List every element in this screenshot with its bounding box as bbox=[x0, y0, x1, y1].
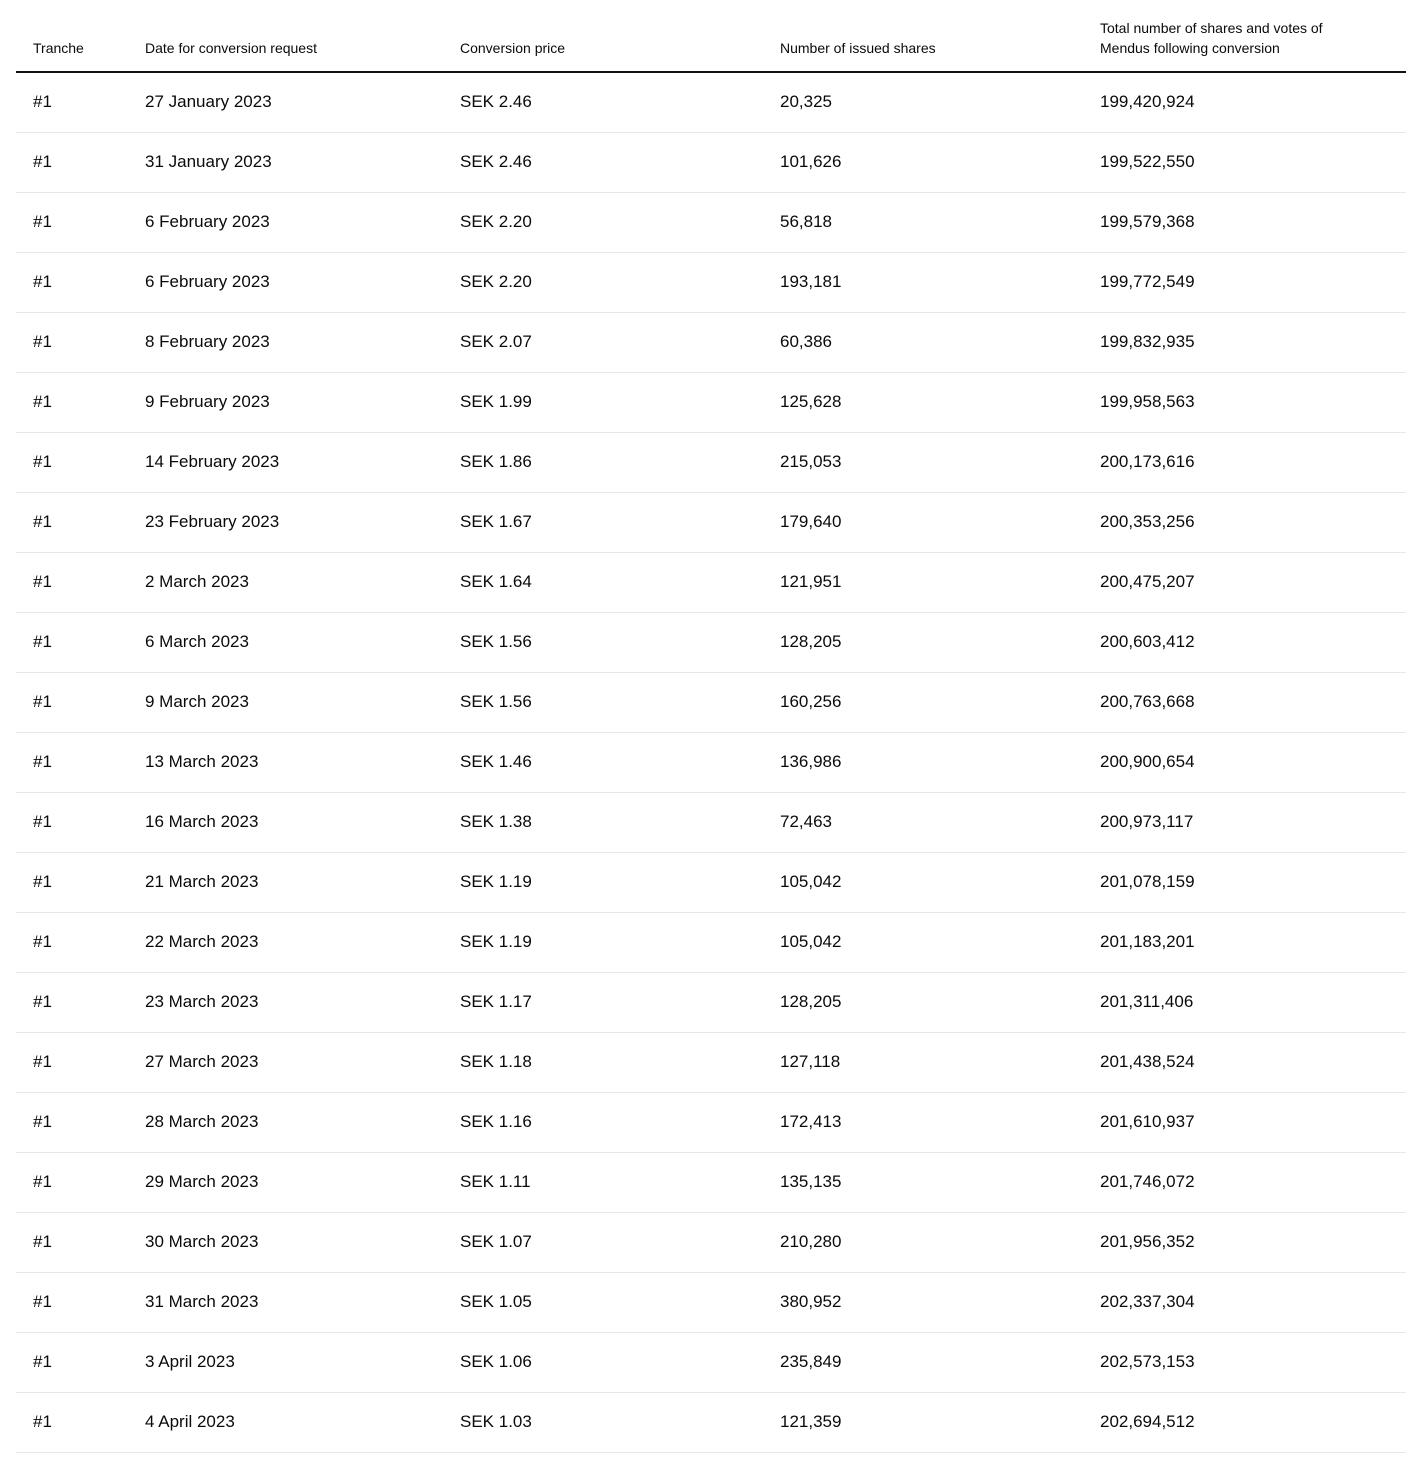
table-row bbox=[16, 852, 1406, 912]
cell-total: 201,311,406 bbox=[1083, 972, 1406, 1032]
cell-price: SEK 2.20 bbox=[443, 192, 763, 252]
table-row bbox=[16, 732, 1406, 792]
cell-tranche: #1 bbox=[16, 432, 128, 492]
cell-date: 9 March 2023 bbox=[128, 672, 443, 732]
table-row bbox=[16, 612, 1406, 672]
cell-tranche: #1 bbox=[16, 1212, 128, 1272]
cell-date: 9 February 2023 bbox=[128, 372, 443, 432]
cell-shares: 72,463 bbox=[763, 792, 1083, 852]
table-row bbox=[16, 1392, 1406, 1452]
table-row bbox=[16, 432, 1406, 492]
table-row bbox=[16, 72, 1406, 132]
cell-price: SEK 1.19 bbox=[443, 852, 763, 912]
column-header-label: Number of issued shares bbox=[780, 40, 936, 56]
column-header-total bbox=[1083, 0, 1406, 72]
table-row bbox=[16, 1092, 1406, 1152]
cell-tranche: #1 bbox=[16, 252, 128, 312]
column-header-date bbox=[128, 0, 443, 72]
cell-total: 202,337,304 bbox=[1083, 1272, 1406, 1332]
cell-tranche: #1 bbox=[16, 552, 128, 612]
table-row bbox=[16, 912, 1406, 972]
table-row bbox=[16, 1152, 1406, 1212]
cell-shares: 179,640 bbox=[763, 492, 1083, 552]
cell-date: 27 January 2023 bbox=[128, 72, 443, 132]
cell-tranche: #1 bbox=[16, 972, 128, 1032]
cell-shares: 105,042 bbox=[763, 852, 1083, 912]
column-header-label: Date for conversion request bbox=[145, 40, 317, 56]
cell-date: 23 March 2023 bbox=[128, 972, 443, 1032]
table-row bbox=[16, 192, 1406, 252]
cell-date: 27 March 2023 bbox=[128, 1032, 443, 1092]
cell-shares: 125,628 bbox=[763, 372, 1083, 432]
cell-total: 201,183,201 bbox=[1083, 912, 1406, 972]
cell-shares: 20,325 bbox=[763, 72, 1083, 132]
cell-shares: 135,135 bbox=[763, 1152, 1083, 1212]
cell-date: 30 March 2023 bbox=[128, 1212, 443, 1272]
table-body bbox=[16, 72, 1406, 1452]
cell-date: 6 February 2023 bbox=[128, 192, 443, 252]
table-header bbox=[16, 0, 1406, 72]
cell-price: SEK 1.67 bbox=[443, 492, 763, 552]
cell-total: 200,475,207 bbox=[1083, 552, 1406, 612]
cell-shares: 105,042 bbox=[763, 912, 1083, 972]
cell-date: 4 April 2023 bbox=[128, 1392, 443, 1452]
cell-date: 13 March 2023 bbox=[128, 732, 443, 792]
cell-total: 199,522,550 bbox=[1083, 132, 1406, 192]
cell-date: 6 March 2023 bbox=[128, 612, 443, 672]
cell-total: 200,900,654 bbox=[1083, 732, 1406, 792]
cell-tranche: #1 bbox=[16, 1032, 128, 1092]
column-header-label: Conversion price bbox=[460, 40, 566, 56]
cell-total: 201,610,937 bbox=[1083, 1092, 1406, 1152]
cell-total: 200,973,117 bbox=[1083, 792, 1406, 852]
cell-shares: 101,626 bbox=[763, 132, 1083, 192]
column-header-price bbox=[443, 0, 763, 72]
cell-total: 199,832,935 bbox=[1083, 312, 1406, 372]
cell-shares: 128,205 bbox=[763, 612, 1083, 672]
cell-shares: 193,181 bbox=[763, 252, 1083, 312]
cell-tranche: #1 bbox=[16, 492, 128, 552]
cell-total: 200,763,668 bbox=[1083, 672, 1406, 732]
cell-date: 22 March 2023 bbox=[128, 912, 443, 972]
cell-price: SEK 1.56 bbox=[443, 672, 763, 732]
cell-price: SEK 1.16 bbox=[443, 1092, 763, 1152]
cell-total: 200,603,412 bbox=[1083, 612, 1406, 672]
cell-price: SEK 2.07 bbox=[443, 312, 763, 372]
cell-date: 14 February 2023 bbox=[128, 432, 443, 492]
conversion-table bbox=[16, 0, 1406, 1453]
cell-tranche: #1 bbox=[16, 612, 128, 672]
cell-date: 16 March 2023 bbox=[128, 792, 443, 852]
cell-price: SEK 1.05 bbox=[443, 1272, 763, 1332]
column-header-tranche bbox=[16, 0, 128, 72]
table-row bbox=[16, 1332, 1406, 1392]
cell-total: 201,078,159 bbox=[1083, 852, 1406, 912]
cell-price: SEK 1.17 bbox=[443, 972, 763, 1032]
cell-price: SEK 1.64 bbox=[443, 552, 763, 612]
table-row bbox=[16, 552, 1406, 612]
cell-tranche: #1 bbox=[16, 1152, 128, 1212]
cell-price: SEK 2.46 bbox=[443, 132, 763, 192]
cell-shares: 160,256 bbox=[763, 672, 1083, 732]
table-row bbox=[16, 132, 1406, 192]
cell-total: 199,958,563 bbox=[1083, 372, 1406, 432]
cell-shares: 127,118 bbox=[763, 1032, 1083, 1092]
cell-price: SEK 2.46 bbox=[443, 72, 763, 132]
cell-shares: 210,280 bbox=[763, 1212, 1083, 1272]
cell-shares: 121,951 bbox=[763, 552, 1083, 612]
cell-tranche: #1 bbox=[16, 1392, 128, 1452]
cell-total: 202,694,512 bbox=[1083, 1392, 1406, 1452]
cell-shares: 380,952 bbox=[763, 1272, 1083, 1332]
cell-shares: 136,986 bbox=[763, 732, 1083, 792]
table-row bbox=[16, 1272, 1406, 1332]
cell-price: SEK 1.99 bbox=[443, 372, 763, 432]
cell-tranche: #1 bbox=[16, 1272, 128, 1332]
cell-price: SEK 1.19 bbox=[443, 912, 763, 972]
cell-date: 2 March 2023 bbox=[128, 552, 443, 612]
cell-total: 200,173,616 bbox=[1083, 432, 1406, 492]
table-row bbox=[16, 672, 1406, 732]
cell-total: 201,746,072 bbox=[1083, 1152, 1406, 1212]
cell-price: SEK 1.18 bbox=[443, 1032, 763, 1092]
cell-date: 23 February 2023 bbox=[128, 492, 443, 552]
cell-total: 202,573,153 bbox=[1083, 1332, 1406, 1392]
cell-shares: 60,386 bbox=[763, 312, 1083, 372]
cell-date: 21 March 2023 bbox=[128, 852, 443, 912]
table-row bbox=[16, 492, 1406, 552]
table-row bbox=[16, 372, 1406, 432]
cell-total: 199,579,368 bbox=[1083, 192, 1406, 252]
cell-total: 201,438,524 bbox=[1083, 1032, 1406, 1092]
table-row bbox=[16, 252, 1406, 312]
cell-price: SEK 1.38 bbox=[443, 792, 763, 852]
cell-date: 6 February 2023 bbox=[128, 252, 443, 312]
cell-shares: 172,413 bbox=[763, 1092, 1083, 1152]
cell-price: SEK 2.20 bbox=[443, 252, 763, 312]
cell-tranche: #1 bbox=[16, 72, 128, 132]
cell-total: 201,956,352 bbox=[1083, 1212, 1406, 1272]
cell-tranche: #1 bbox=[16, 912, 128, 972]
cell-date: 31 January 2023 bbox=[128, 132, 443, 192]
cell-total: 199,772,549 bbox=[1083, 252, 1406, 312]
cell-price: SEK 1.06 bbox=[443, 1332, 763, 1392]
column-header-label: Tranche bbox=[33, 40, 84, 56]
cell-price: SEK 1.03 bbox=[443, 1392, 763, 1452]
cell-date: 29 March 2023 bbox=[128, 1152, 443, 1212]
cell-tranche: #1 bbox=[16, 792, 128, 852]
cell-price: SEK 1.11 bbox=[443, 1152, 763, 1212]
cell-tranche: #1 bbox=[16, 1092, 128, 1152]
cell-shares: 235,849 bbox=[763, 1332, 1083, 1392]
cell-shares: 128,205 bbox=[763, 972, 1083, 1032]
cell-price: SEK 1.86 bbox=[443, 432, 763, 492]
cell-total: 199,420,924 bbox=[1083, 72, 1406, 132]
table-row bbox=[16, 312, 1406, 372]
header-row bbox=[16, 0, 1406, 72]
cell-shares: 56,818 bbox=[763, 192, 1083, 252]
cell-tranche: #1 bbox=[16, 732, 128, 792]
cell-tranche: #1 bbox=[16, 672, 128, 732]
cell-date: 3 April 2023 bbox=[128, 1332, 443, 1392]
column-header-label: Total number of shares and votes of Mendus following conversion bbox=[1100, 20, 1323, 56]
table-row bbox=[16, 1212, 1406, 1272]
cell-tranche: #1 bbox=[16, 312, 128, 372]
cell-total: 200,353,256 bbox=[1083, 492, 1406, 552]
cell-date: 28 March 2023 bbox=[128, 1092, 443, 1152]
cell-price: SEK 1.46 bbox=[443, 732, 763, 792]
column-header-shares bbox=[763, 0, 1083, 72]
cell-shares: 215,053 bbox=[763, 432, 1083, 492]
cell-price: SEK 1.56 bbox=[443, 612, 763, 672]
cell-tranche: #1 bbox=[16, 132, 128, 192]
cell-tranche: #1 bbox=[16, 192, 128, 252]
table-row bbox=[16, 972, 1406, 1032]
table-row bbox=[16, 792, 1406, 852]
cell-tranche: #1 bbox=[16, 1332, 128, 1392]
cell-date: 8 February 2023 bbox=[128, 312, 443, 372]
table-row bbox=[16, 1032, 1406, 1092]
cell-tranche: #1 bbox=[16, 852, 128, 912]
cell-date: 31 March 2023 bbox=[128, 1272, 443, 1332]
cell-shares: 121,359 bbox=[763, 1392, 1083, 1452]
cell-tranche: #1 bbox=[16, 372, 128, 432]
cell-price: SEK 1.07 bbox=[443, 1212, 763, 1272]
